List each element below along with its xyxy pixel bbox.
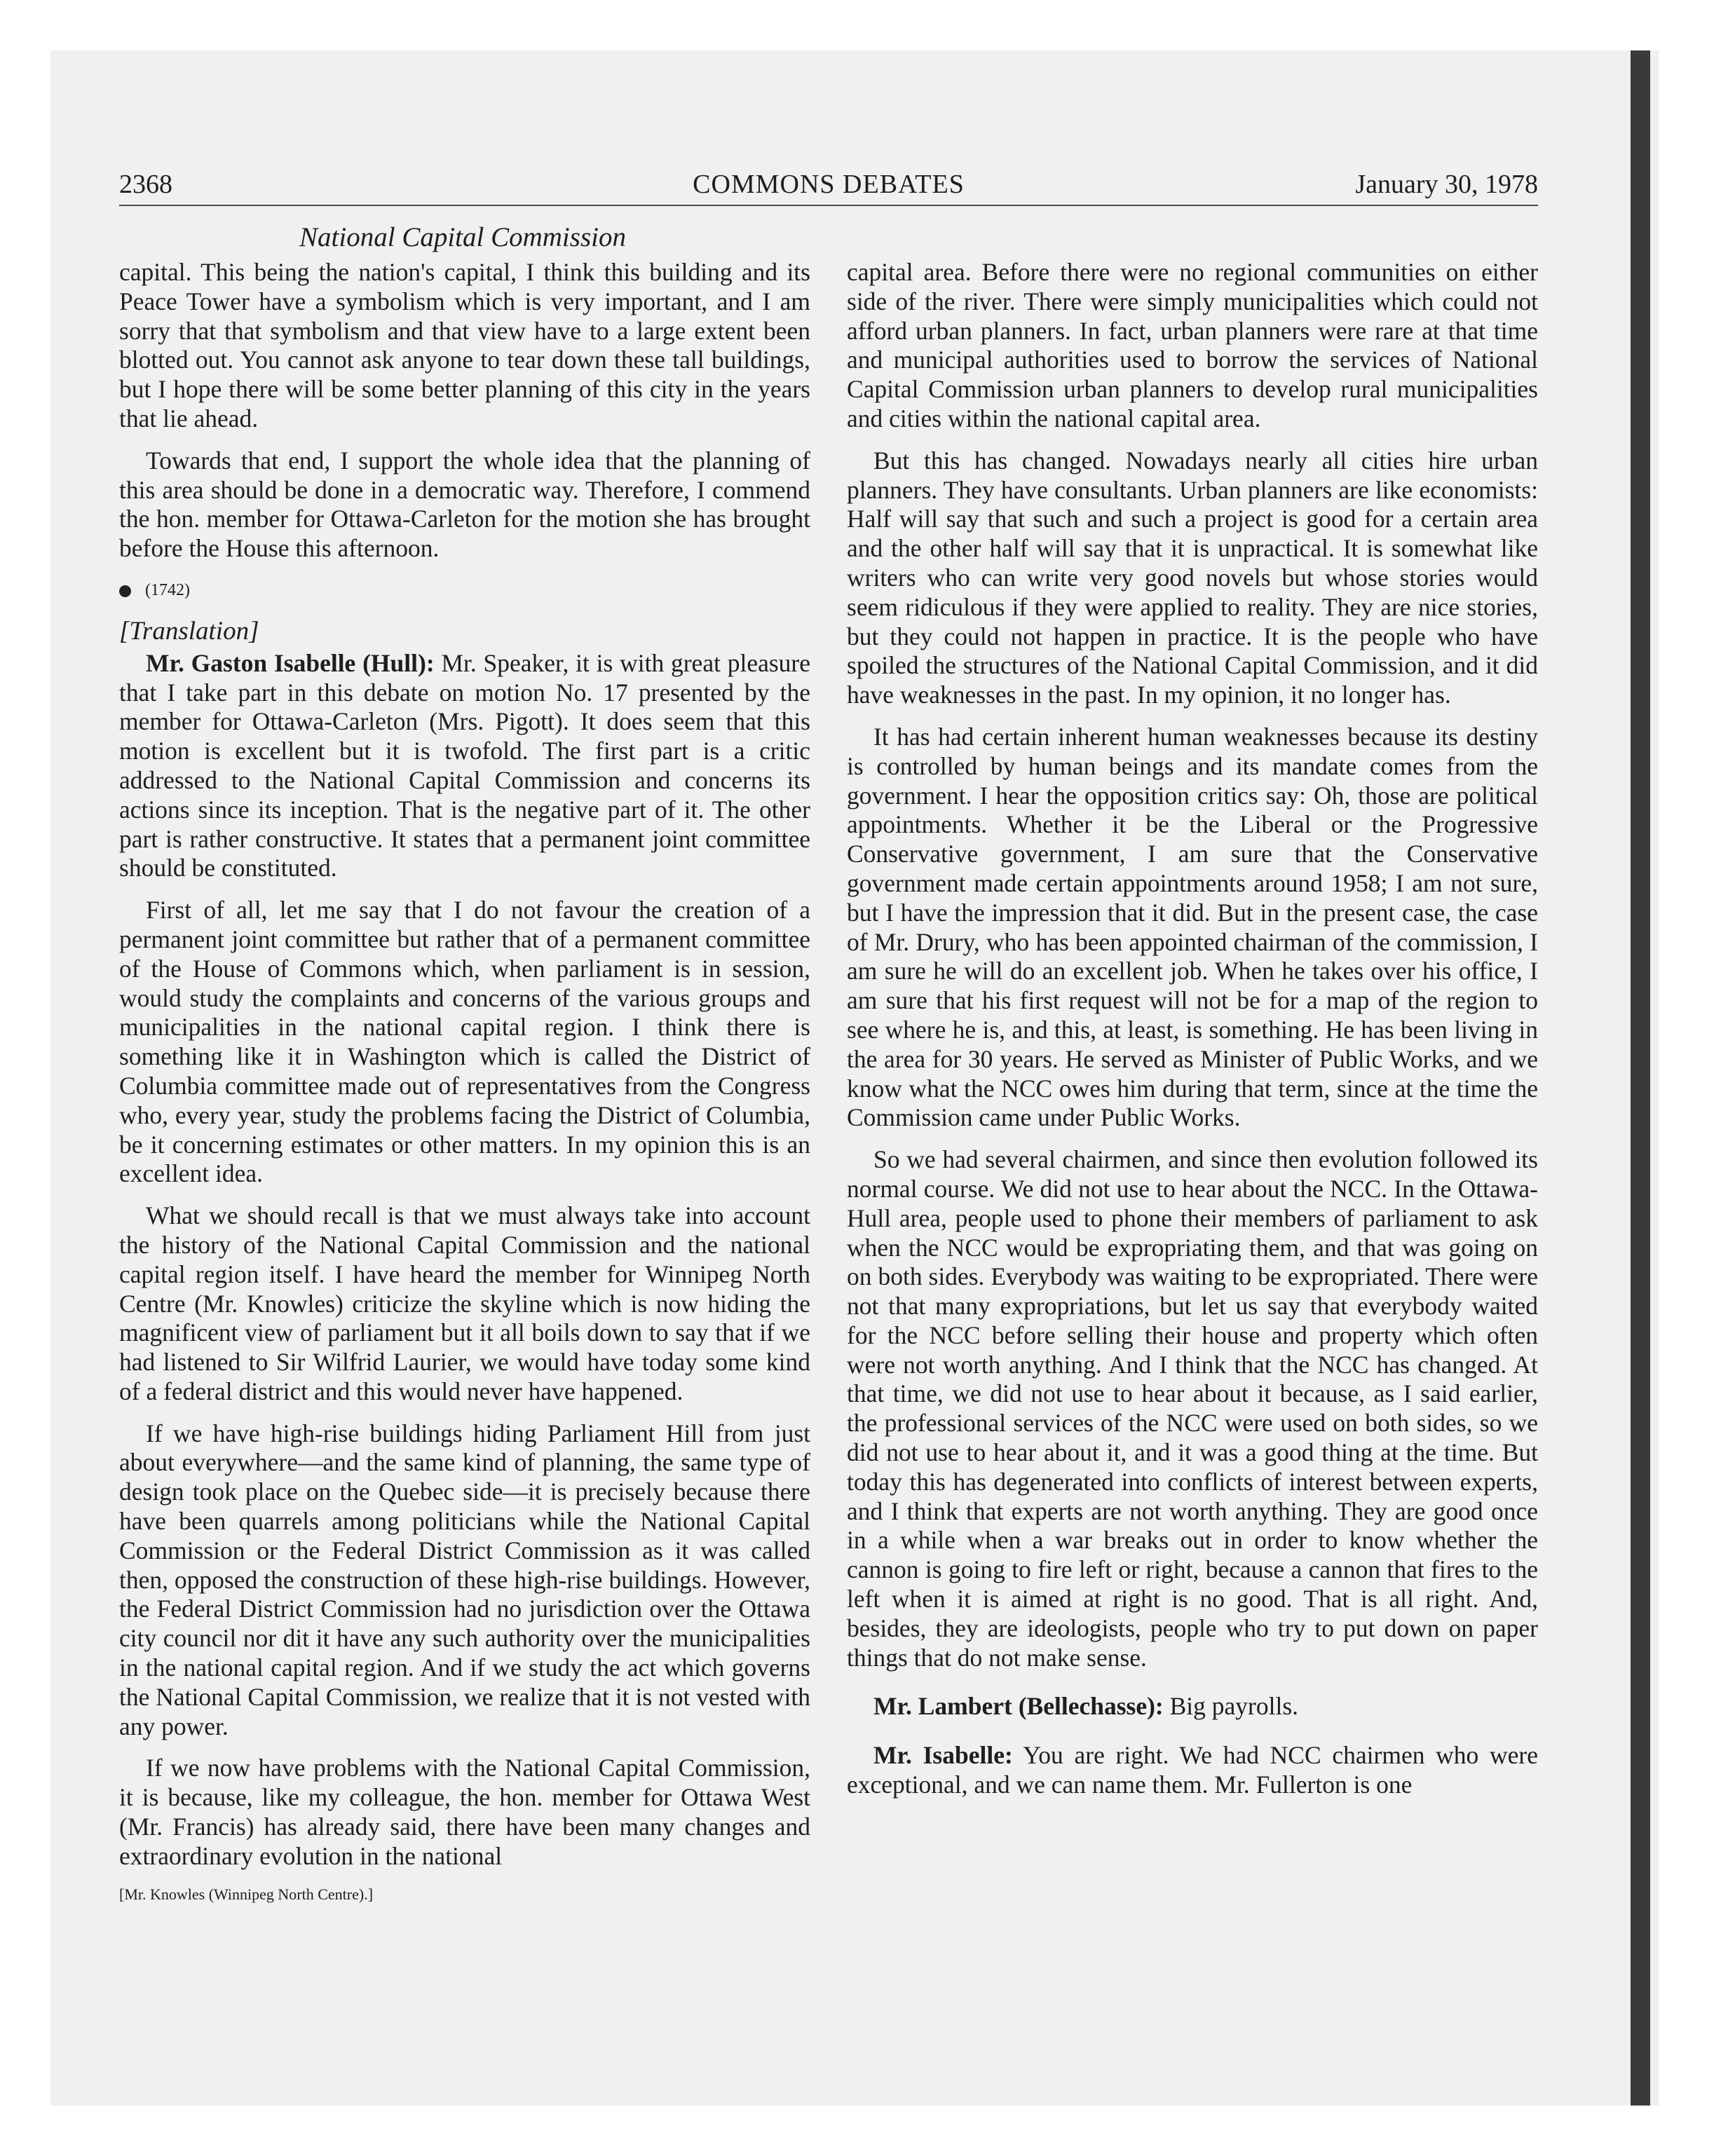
speech-text: You are right. We had NCC chairmen who were exceptional, and we can name them. Mr. Fullerton is one: [847, 1741, 1538, 1799]
timestamp-marker: [119, 576, 810, 604]
translation-note: [Translation]: [119, 616, 259, 646]
binding-edge: [1631, 50, 1650, 2106]
speech-text: Mr. Speaker, it is with great pleasure that I take part in this debate on motion No. 17 presented by the member for Ottawa-Carleton (Mrs. Pigott). It does seem that this motion is excellent but it is twofold. The first part is a critic addressed to the National Capital Commission and concerns its actions since its inception. That is the negative part of it. The other part is rather constructive. It states that a permanent joint committee should be constituted.: [119, 648, 810, 882]
speaker-name: Mr. Isabelle:: [873, 1741, 1013, 1770]
speech-text: Big payrolls.: [1163, 1692, 1299, 1721]
speech-paragraph: [847, 1692, 1538, 1721]
speech-paragraph: [847, 1741, 1538, 1800]
header-rule: [119, 205, 1538, 206]
issue-date: January 30, 1978: [1355, 170, 1538, 199]
left-column: [119, 258, 810, 1905]
publication-title: COMMONS DEBATES: [693, 170, 965, 199]
right-column: [847, 258, 1538, 1813]
bullet-icon: [119, 585, 131, 597]
paragraph: It has had certain inherent human weaknesses because its destiny is controlled by human beings and its mandate comes from the government. I hear the opposition critics say: Oh, those are political appointments. Whether it be the Liberal or the Progressive Conservative government, I am sure that the Conservative government made certain appointments around 1958; I am not sure, but I have the impression that it did. But in the present case, the case of Mr. Drury, who has been appointed chairman of the commission, I am sure he will do an excellent job. When he takes over his office, I am sure that his first request will not be for a map of the region to see where he is, and this, at least, is something. He has been living in the area for 30 years. He served as Minister of Public Works, and we know what the NCC owes him during that term, since at the time the Commission came under Public Works.: [847, 722, 1538, 1132]
paragraph: What we should recall is that we must always take into account the history of the National Capital Commission and the national capital region itself. I have heard the member for Winnipeg North Centre (Mr. Knowles) criticize the skyline which is now hiding the magnificent view of parliament but it all boils down to say that if we had listened to Sir Wilfrid Laurier, we would have today some kind of a federal district and this would never have happened.: [119, 1201, 810, 1405]
paragraph: Towards that end, I support the whole idea that the planning of this area should be done in a democratic way. Therefore, I commend the hon. member for Ottawa-Carleton for the motion she has brought before the House this afternoon.: [119, 446, 810, 563]
paragraph: But this has changed. Nowadays nearly all cities hire urban planners. They have consultants. Urban planners are like economists: Half will say that such and such a project is good for a certain area and the other half will say that it is unpractical. It is somewhat like writers who can write very good novels but whose stories would seem ridiculous if they were applied to reality. They are nice stories, but they could not happen in practice. It is the people who have spoiled the structures of the National Capital Commission, and it did have weaknesses in the past. In my opinion, it no longer has.: [847, 446, 1538, 709]
page-number: 2368: [119, 170, 172, 199]
speaker-name: Mr. Lambert (Bellechasse):: [873, 1692, 1164, 1721]
timestamp-text: (1742): [145, 580, 190, 599]
section-subhead: National Capital Commission: [299, 222, 626, 252]
paragraph: capital area. Before there were no regional communities on either side of the river. There were simply municipalities which could not afford urban planners. In fact, urban planners were rare at that time and municipal authorities used to borrow the services of National Capital Commission urban planners to develop rural municipalities and cities within the national capital area.: [847, 258, 1538, 432]
paragraph: First of all, let me say that I do not favour the creation of a permanent joint committee but rather that of a permanent committee of the House of Commons which, when parliament is in session, would study the complaints and concerns of the various groups and municipalities in the national capital region. I think there is something like it in Washington which is called the District of Columbia committee made out of representatives from the Congress who, every year, study the problems facing the District of Columbia, be it concerning estimates or other matters. In my opinion this is an excellent idea.: [119, 896, 810, 1188]
paragraph: capital. This being the nation's capital, I think this building and its Peace Tower have a symbolism which is very important, and I am sorry that that symbolism and that view have to a large extent been blotted out. You cannot ask anyone to tear down these tall buildings, but I hope there will be some better planning of this city in the years that lie ahead.: [119, 258, 810, 432]
paragraph: So we had several chairmen, and since then evolution followed its normal course. We did not use to hear about the NCC. In the Ottawa-Hull area, people used to phone their members of parliament to ask when the NCC would be expropriating them, and that was going on on both sides. Everybody was waiting to be expropriated. There were not that many expropriations, but let us say that everybody waited for the NCC before selling their house and property which often were not worth anything. And I think that the NCC has changed. At that time, we did not use to hear about it because, as I said earlier, the professional services of the NCC were used on both sides, so we did not use to hear about it, and it was a good thing at the time. But today this has degenerated into conflicts of interest between experts, and I think that experts are not worth anything. They are good once in a while when a war breaks out in order to know whether the cannon is going to fire left or right, because a cannon that fires to the left when it is aimed at right is no good. That is all right. And, besides, they are ideologists, people who try to put down on paper things that do not make sense.: [847, 1145, 1538, 1672]
paragraph: If we have high-rise buildings hiding Parliament Hill from just about everywhere—and the same kind of planning, the same type of design took place on the Quebec side—it is precisely because there have been quarrels among politicians while the National Capital Commission or the Federal District Commission as it was called then, opposed the construction of these high-rise buildings. However, the Federal District Commission had no jurisdiction over the Ottawa city council nor dit it have any such authority over the municipalities in the national capital region. And if we study the act which governs the National Capital Commission, we realize that it is not vested with any power.: [119, 1419, 810, 1740]
running-header: [119, 168, 1538, 200]
footnote: [Mr. Knowles (Winnipeg North Centre).]: [119, 1885, 374, 1903]
speaker-name: Mr. Gaston Isabelle (Hull):: [146, 648, 435, 677]
paragraph: If we now have problems with the National Capital Commission, it is because, like my colleague, the hon. member for Ottawa West (Mr. Francis) has already said, there have been many changes and extraordinary evolution in the national: [119, 1754, 810, 1870]
speech-paragraph: [119, 649, 810, 883]
